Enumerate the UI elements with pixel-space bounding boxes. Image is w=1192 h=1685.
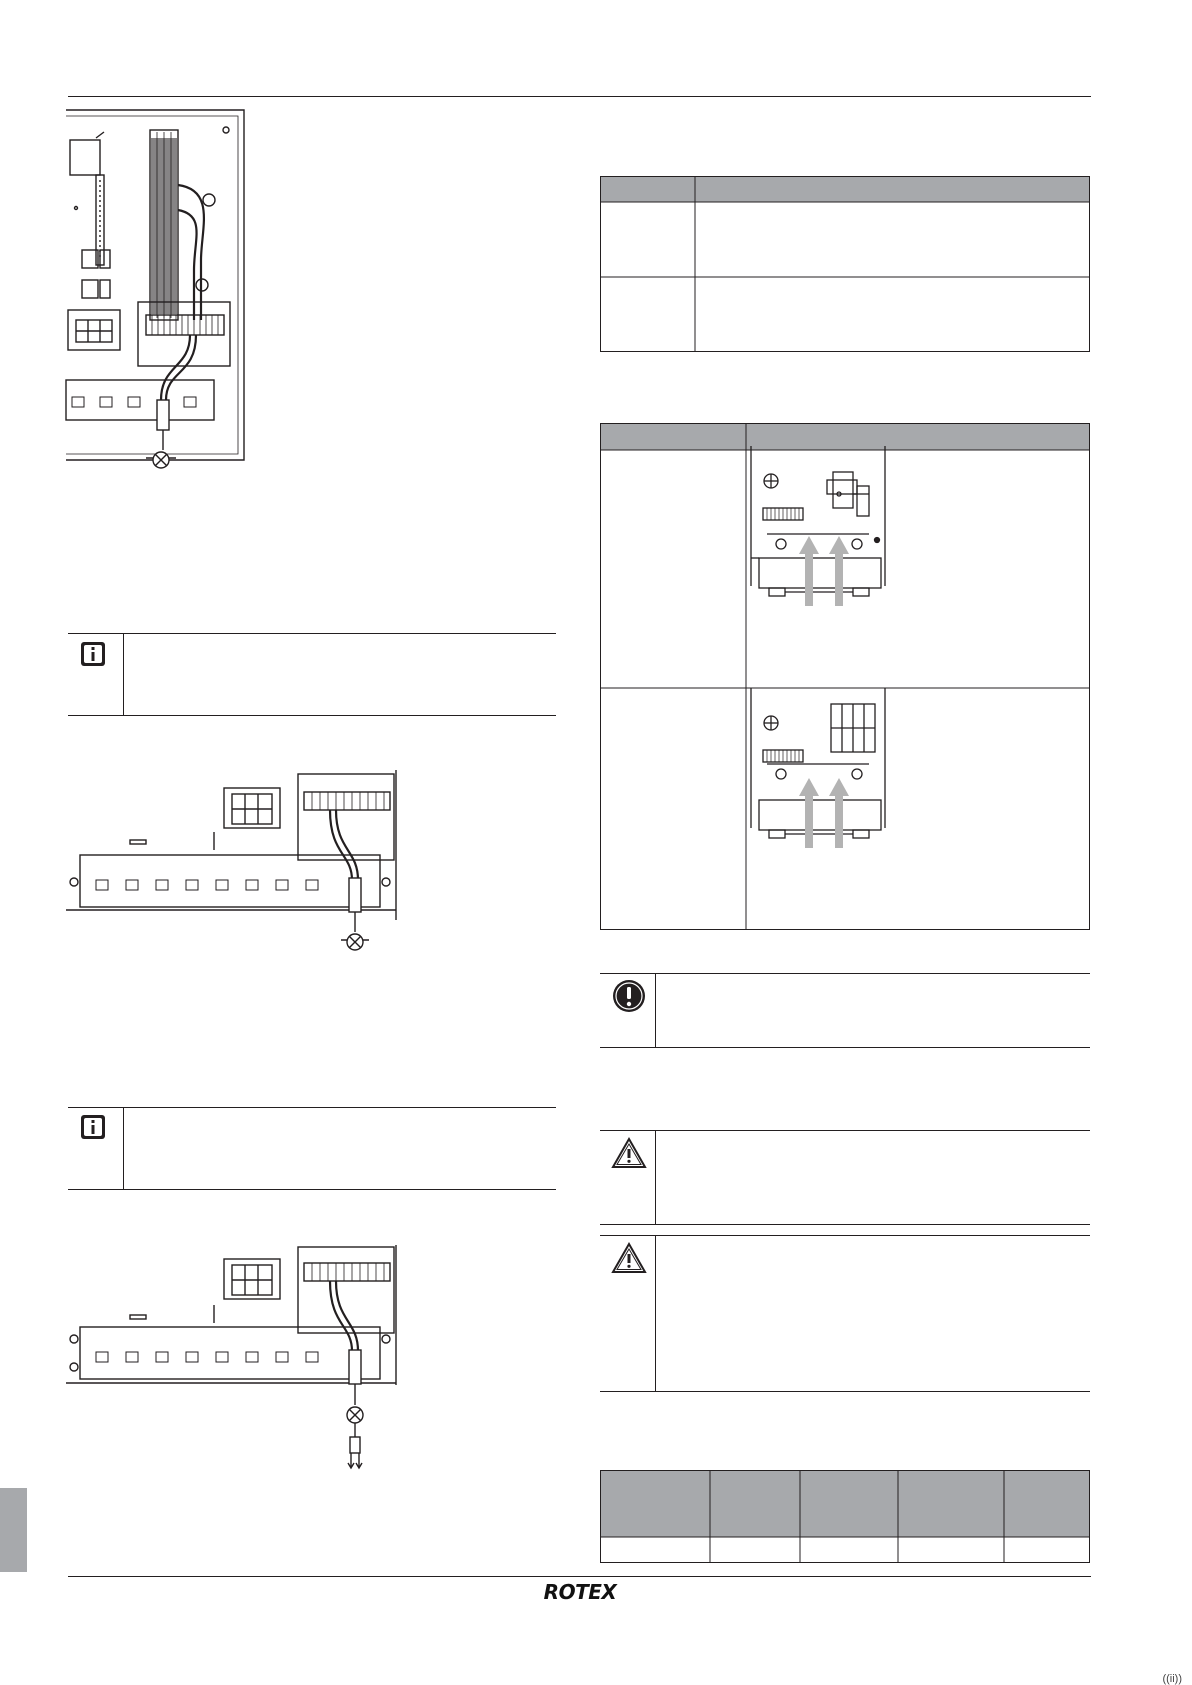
note-bottom-rule xyxy=(68,715,556,716)
warning1-top-rule xyxy=(600,1130,1090,1131)
figure-heater-box-2 xyxy=(745,688,905,848)
info-icon xyxy=(80,1114,106,1140)
warning1-bottom-rule xyxy=(600,1224,1090,1225)
note-divider xyxy=(123,633,124,716)
note2-divider xyxy=(123,1107,124,1190)
warning1-divider xyxy=(655,1130,656,1225)
footer-rule xyxy=(68,1576,1091,1577)
figure-rail-wiring-2 xyxy=(66,1245,406,1475)
page-reference: ((ii)) xyxy=(1162,1673,1182,1685)
note-top-rule xyxy=(68,633,556,634)
table-1 xyxy=(600,176,1090,352)
warning2-bottom-rule xyxy=(600,1391,1090,1392)
warning2-top-rule xyxy=(600,1235,1090,1236)
table-1-grid xyxy=(600,176,1090,352)
note2-top-rule xyxy=(68,1107,556,1108)
notice-divider xyxy=(655,973,656,1048)
table-3-grid xyxy=(600,1470,1090,1563)
table-3 xyxy=(600,1470,1090,1563)
figure-heater-box-1 xyxy=(745,446,905,606)
notice-top-rule xyxy=(600,973,1090,974)
warning2-divider xyxy=(655,1235,656,1392)
side-tab xyxy=(0,1488,27,1572)
header-rule xyxy=(68,96,1091,97)
figure-rail-wiring-1 xyxy=(66,770,406,960)
notice-bottom-rule xyxy=(600,1047,1090,1048)
rotex-logo: ROTEX xyxy=(543,1580,617,1604)
info-icon xyxy=(80,641,106,667)
figure-control-box-wiring xyxy=(66,110,256,510)
note2-bottom-rule xyxy=(68,1189,556,1190)
warning-triangle-icon xyxy=(611,1137,647,1169)
exclamation-circle-icon xyxy=(612,979,646,1013)
warning-triangle-icon xyxy=(611,1242,647,1274)
